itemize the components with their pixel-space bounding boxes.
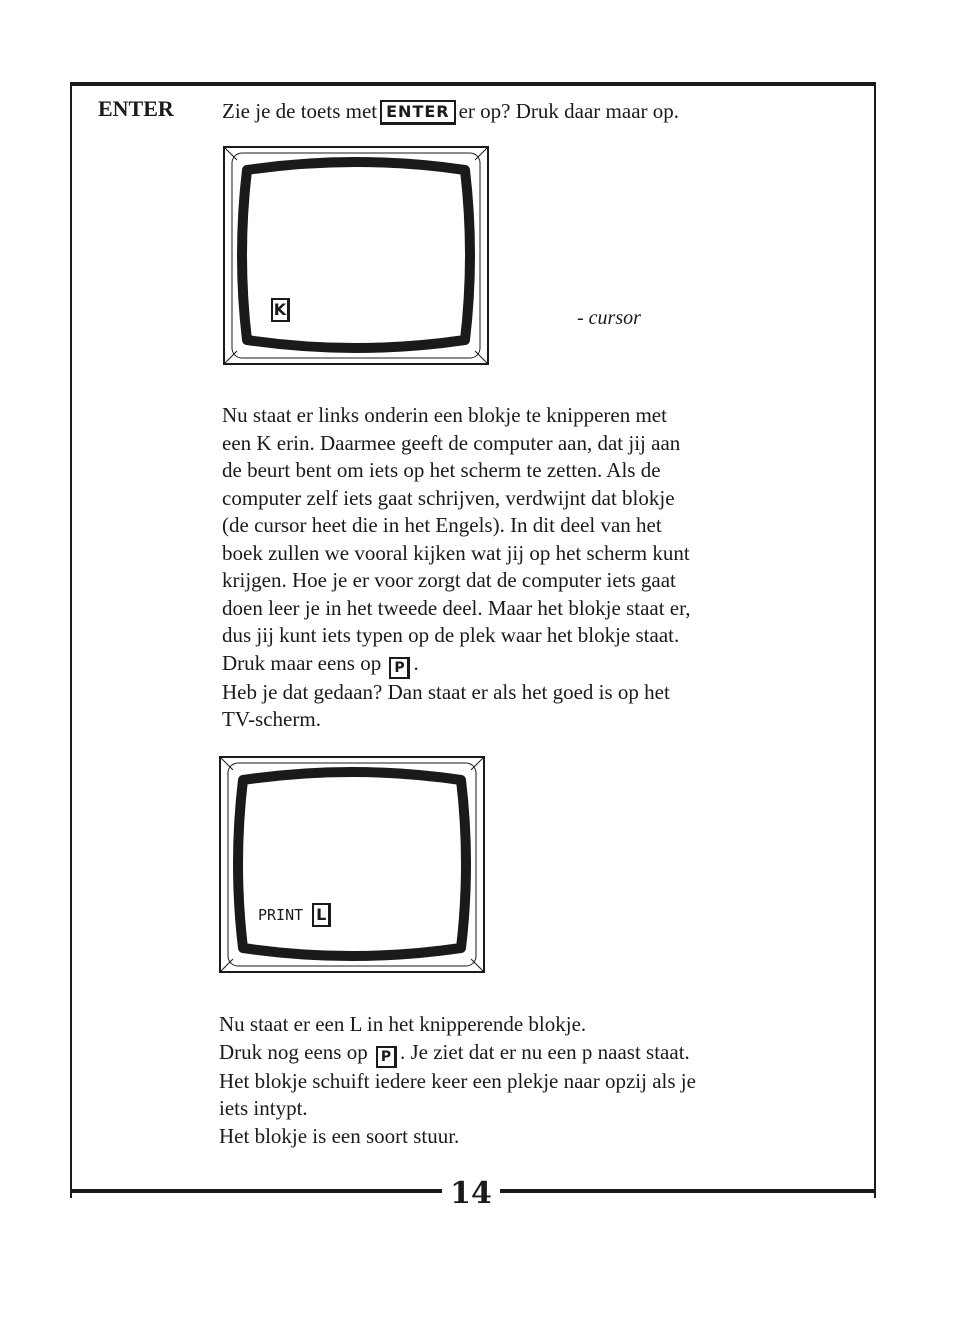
- press-text-after: . Je ziet dat er nu een p naast staat.: [399, 1039, 690, 1064]
- press-text: Druk maar eens op: [222, 650, 382, 675]
- press-text: Druk nog eens op: [219, 1039, 368, 1064]
- paragraph2-line: Het blokje is een soort stuur.: [219, 1123, 460, 1148]
- paragraph1-line: Nu staat er links onderin een blokje te knipperen met: [222, 403, 667, 427]
- screen1-cursor: [271, 298, 290, 322]
- paragraph-2: [219, 1011, 859, 1150]
- p-key-icon: P: [376, 1046, 397, 1068]
- paragraph2-line: Nu staat er een L in het knipperende blokje.: [219, 1012, 587, 1036]
- paragraph-1: [222, 402, 862, 734]
- bottom-rule-left: [70, 1189, 442, 1193]
- paragraph1-line: dus jij kunt iets typen op de plek waar het blokje staat.: [222, 623, 680, 647]
- paragraph1-line: de beurt bent om iets op het scherm te zetten. Als de: [222, 458, 661, 482]
- paragraph1-line: een K erin. Daarmee geeft de computer aan, dat jij aan: [222, 430, 681, 455]
- section-label: ENTER: [98, 96, 174, 121]
- paragraph1-line: boek zullen we vooral kijken wat jij op het scherm kunt: [222, 540, 690, 565]
- paragraph2-press-line: [219, 1039, 859, 1068]
- p-key-icon: P: [389, 657, 410, 679]
- paragraph1-line: doen leer je in het tweede deel. Maar het blokje staat er,: [222, 595, 691, 620]
- enter-key-icon: ENTER: [380, 100, 455, 125]
- intro-text-after: er op? Druk daar maar op.: [458, 99, 680, 123]
- paragraph1-line: (de cursor heet die in het Engels). In dit deel van het: [222, 513, 662, 537]
- tv-screen-illustration-2: [219, 756, 485, 973]
- intro-line: [222, 97, 679, 125]
- paragraph2-line: iets intypt.: [219, 1096, 308, 1120]
- l-cursor-block: L: [312, 903, 331, 927]
- paragraph1-line: krijgen. Hoe je er voor zorgt dat de computer iets gaat: [222, 568, 676, 592]
- paragraph2-line: Het blokje schuift iedere keer een plekje naar opzij als je: [219, 1068, 696, 1093]
- print-keyword: PRINT: [258, 906, 304, 924]
- paragraph1-line: Heb je dat gedaan? Dan staat er als het goed is op het: [222, 679, 670, 704]
- screen2-text: [258, 903, 331, 927]
- paragraph1-line: computer zelf iets gaat schrijven, verdwijnt dat blokje: [222, 485, 675, 510]
- page-number: 14: [450, 1176, 492, 1211]
- tv-screen-illustration-1: [223, 146, 489, 365]
- paragraph1-press-line: [222, 650, 862, 679]
- press-text-after: .: [413, 650, 419, 675]
- cursor-caption: - cursor: [577, 307, 641, 329]
- paragraph1-line: TV-scherm.: [222, 707, 321, 731]
- k-cursor-block: K: [271, 298, 290, 322]
- bottom-rule-right: [500, 1189, 876, 1193]
- tv-bezel-icon: [221, 758, 483, 971]
- intro-text-before: Zie je de toets met: [222, 99, 378, 123]
- tv-bezel-icon: [225, 148, 487, 363]
